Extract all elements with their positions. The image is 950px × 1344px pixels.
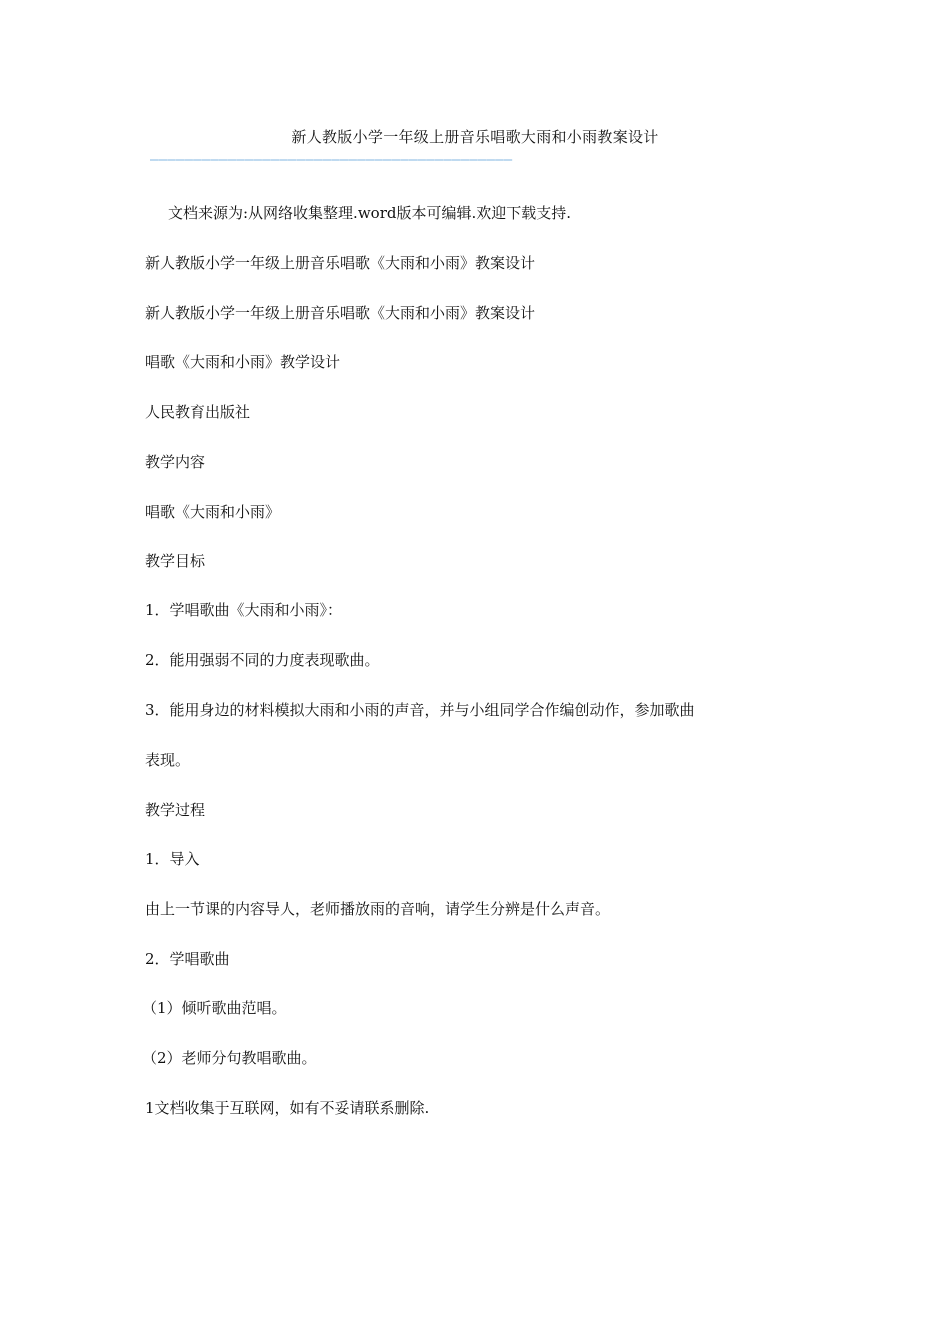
section-heading-content: 教学内容 (145, 453, 206, 471)
title-line-1: 新人教版小学一年级上册音乐唱歌《大雨和小雨》教案设计 (145, 254, 536, 272)
process-step-1-text: 由上一节课的内容导人，老师播放雨的音响，请学生分辨是什么声音。 (145, 900, 611, 918)
title-line-2: 新人教版小学一年级上册音乐唱歌《大雨和小雨》教案设计 (145, 304, 536, 322)
page-footer-note: 1文档收集于互联网，如有不妥请联系删除. (145, 1099, 430, 1117)
goal-item-3: 3．能用身边的材料模拟大雨和小雨的声音，并与小组同学合作编创动作，参加歌曲 (145, 701, 695, 719)
process-substep-1: （1）倾听歌曲范唱。 (142, 999, 287, 1017)
publisher: 人民教育出版社 (145, 403, 251, 421)
goal-item-1: 1．学唱歌曲《大雨和小雨》： (145, 601, 343, 619)
process-step-1: 1．导入 (145, 850, 200, 868)
header-dashed-rule: —————————————————————————————————————————— (150, 152, 513, 168)
process-substep-2: （2）老师分句教唱歌曲。 (142, 1049, 317, 1067)
source-note: 文档来源为:从网络收集整理.word版本可编辑.欢迎下载支持. (168, 204, 572, 222)
section-heading-goals: 教学目标 (145, 552, 206, 570)
document-header-title: 新人教版小学一年级上册音乐唱歌大雨和小雨教案设计 (291, 128, 659, 146)
content-text: 唱歌《大雨和小雨》 (145, 503, 281, 521)
goal-item-2: 2．能用强弱不同的力度表现歌曲。 (145, 651, 380, 669)
design-title: 唱歌《大雨和小雨》教学设计 (145, 353, 341, 371)
process-step-2: 2．学唱歌曲 (145, 950, 230, 968)
section-heading-process: 教学过程 (145, 801, 206, 819)
goal-item-3-continued: 表现。 (145, 751, 191, 769)
